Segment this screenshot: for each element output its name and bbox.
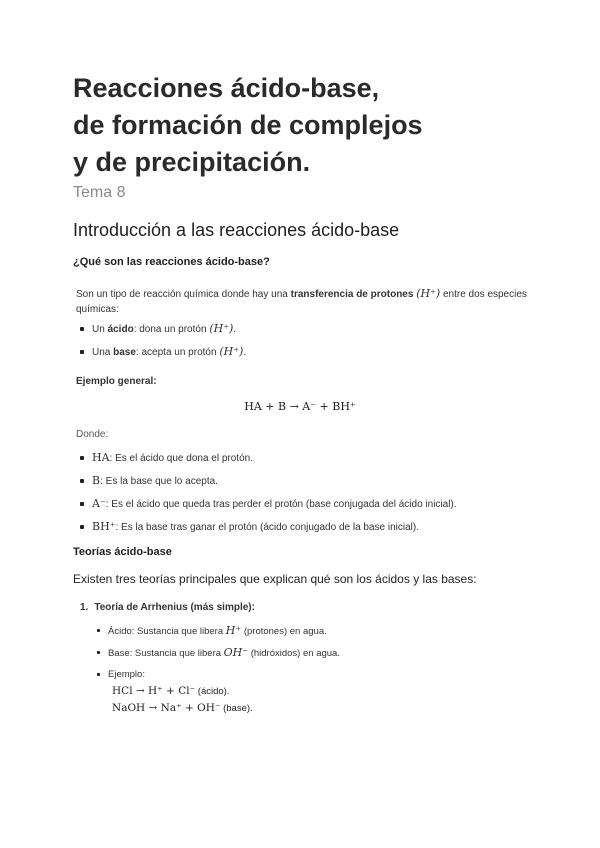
equation-text: NaOH → Na⁺ + OH⁻	[112, 702, 221, 714]
title-line-1: Reacciones ácido-base,	[73, 73, 380, 103]
bullet-math: (H⁺)	[219, 345, 244, 358]
arrhenius-acid	[96, 624, 340, 646]
acid-base-list	[78, 321, 246, 367]
definition-text: : Es el ácido que dona el protón.	[109, 453, 253, 464]
sub-math: OH⁻	[223, 646, 249, 659]
example-label: Ejemplo general:	[76, 376, 157, 387]
title-line-2: de formación de complejos	[73, 110, 423, 140]
sub-post: (hidróxidos) en agua.	[248, 648, 340, 659]
arrhenius-sublist	[96, 624, 340, 690]
term: BH⁺	[92, 520, 116, 533]
bullet-math: (H⁺)	[209, 322, 234, 335]
sub-pre: Ejemplo:	[108, 669, 145, 680]
intro-text-post: entre dos especies químicas:	[76, 289, 527, 315]
arrhenius-base	[96, 646, 340, 668]
example-equation-1	[112, 683, 253, 700]
theories-intro: Existen tres teorías principales que explican qué son los ácidos y las bases:	[73, 572, 477, 586]
list-item-base	[78, 344, 246, 367]
title-line-3: y de precipitación.	[73, 147, 311, 177]
bullet-bold: base	[113, 347, 136, 358]
intro-text-bold: transferencia de protones	[290, 289, 414, 300]
example-equations	[112, 683, 253, 717]
example-equation-2	[112, 700, 253, 717]
sub-pre: Ácido: Sustancia que libera	[108, 626, 226, 637]
bullet-post: : acepta un protón	[135, 347, 220, 358]
donde-label: Donde:	[76, 429, 109, 440]
theory-title: Teoría de Arrhenius (más simple):	[94, 602, 255, 613]
list-number: 1.	[80, 602, 89, 613]
document-title	[73, 70, 573, 181]
equation-text: HCl → H⁺ + Cl⁻	[112, 685, 196, 697]
list-item-acid	[78, 321, 246, 344]
question-heading: ¿Qué son las reacciones ácido-base?	[73, 256, 270, 268]
sub-post: (protones) en agua.	[241, 626, 327, 637]
definitions-list	[78, 450, 457, 542]
section-heading: Introducción a las reacciones ácido-base	[73, 220, 400, 240]
document-subtitle: Tema 8	[73, 184, 126, 201]
equation-note: (ácido).	[195, 686, 230, 697]
definition-text: : Es el ácido que queda tras perder el protón (base conjugada del ácido inicial).	[105, 499, 457, 510]
definition-ha	[78, 450, 457, 473]
term: HA	[92, 451, 110, 464]
term: B	[92, 474, 101, 487]
definition-text: : Es la base que lo acepta.	[100, 476, 218, 487]
theory-arrhenius	[80, 602, 255, 613]
bullet-bold: ácido	[107, 324, 134, 335]
sub-pre: Base: Sustancia que libera	[108, 648, 224, 659]
bullet-end: .	[243, 347, 247, 358]
definition-bh-plus	[78, 519, 457, 542]
definition-text: : Es la base tras ganar el protón (ácido conjugado de la base inicial).	[115, 522, 419, 533]
intro-text-pre: Son un tipo de reacción química donde hay una	[76, 289, 291, 300]
sub-math: H⁺	[225, 624, 242, 637]
intro-paragraph	[76, 286, 536, 317]
theories-heading: Teorías ácido-base	[73, 546, 172, 558]
equation-note: (base).	[220, 703, 253, 714]
intro-math: (H⁺)	[416, 287, 441, 300]
definition-a-minus	[78, 496, 457, 519]
definition-b	[78, 473, 457, 496]
bullet-end: .	[233, 324, 237, 335]
bullet-pre: Un	[92, 324, 108, 335]
bullet-post: : dona un protón	[133, 324, 210, 335]
bullet-pre: Una	[92, 347, 114, 358]
general-equation: HA + B → A⁻ + BH⁺	[244, 400, 356, 413]
term: A⁻	[92, 497, 106, 510]
